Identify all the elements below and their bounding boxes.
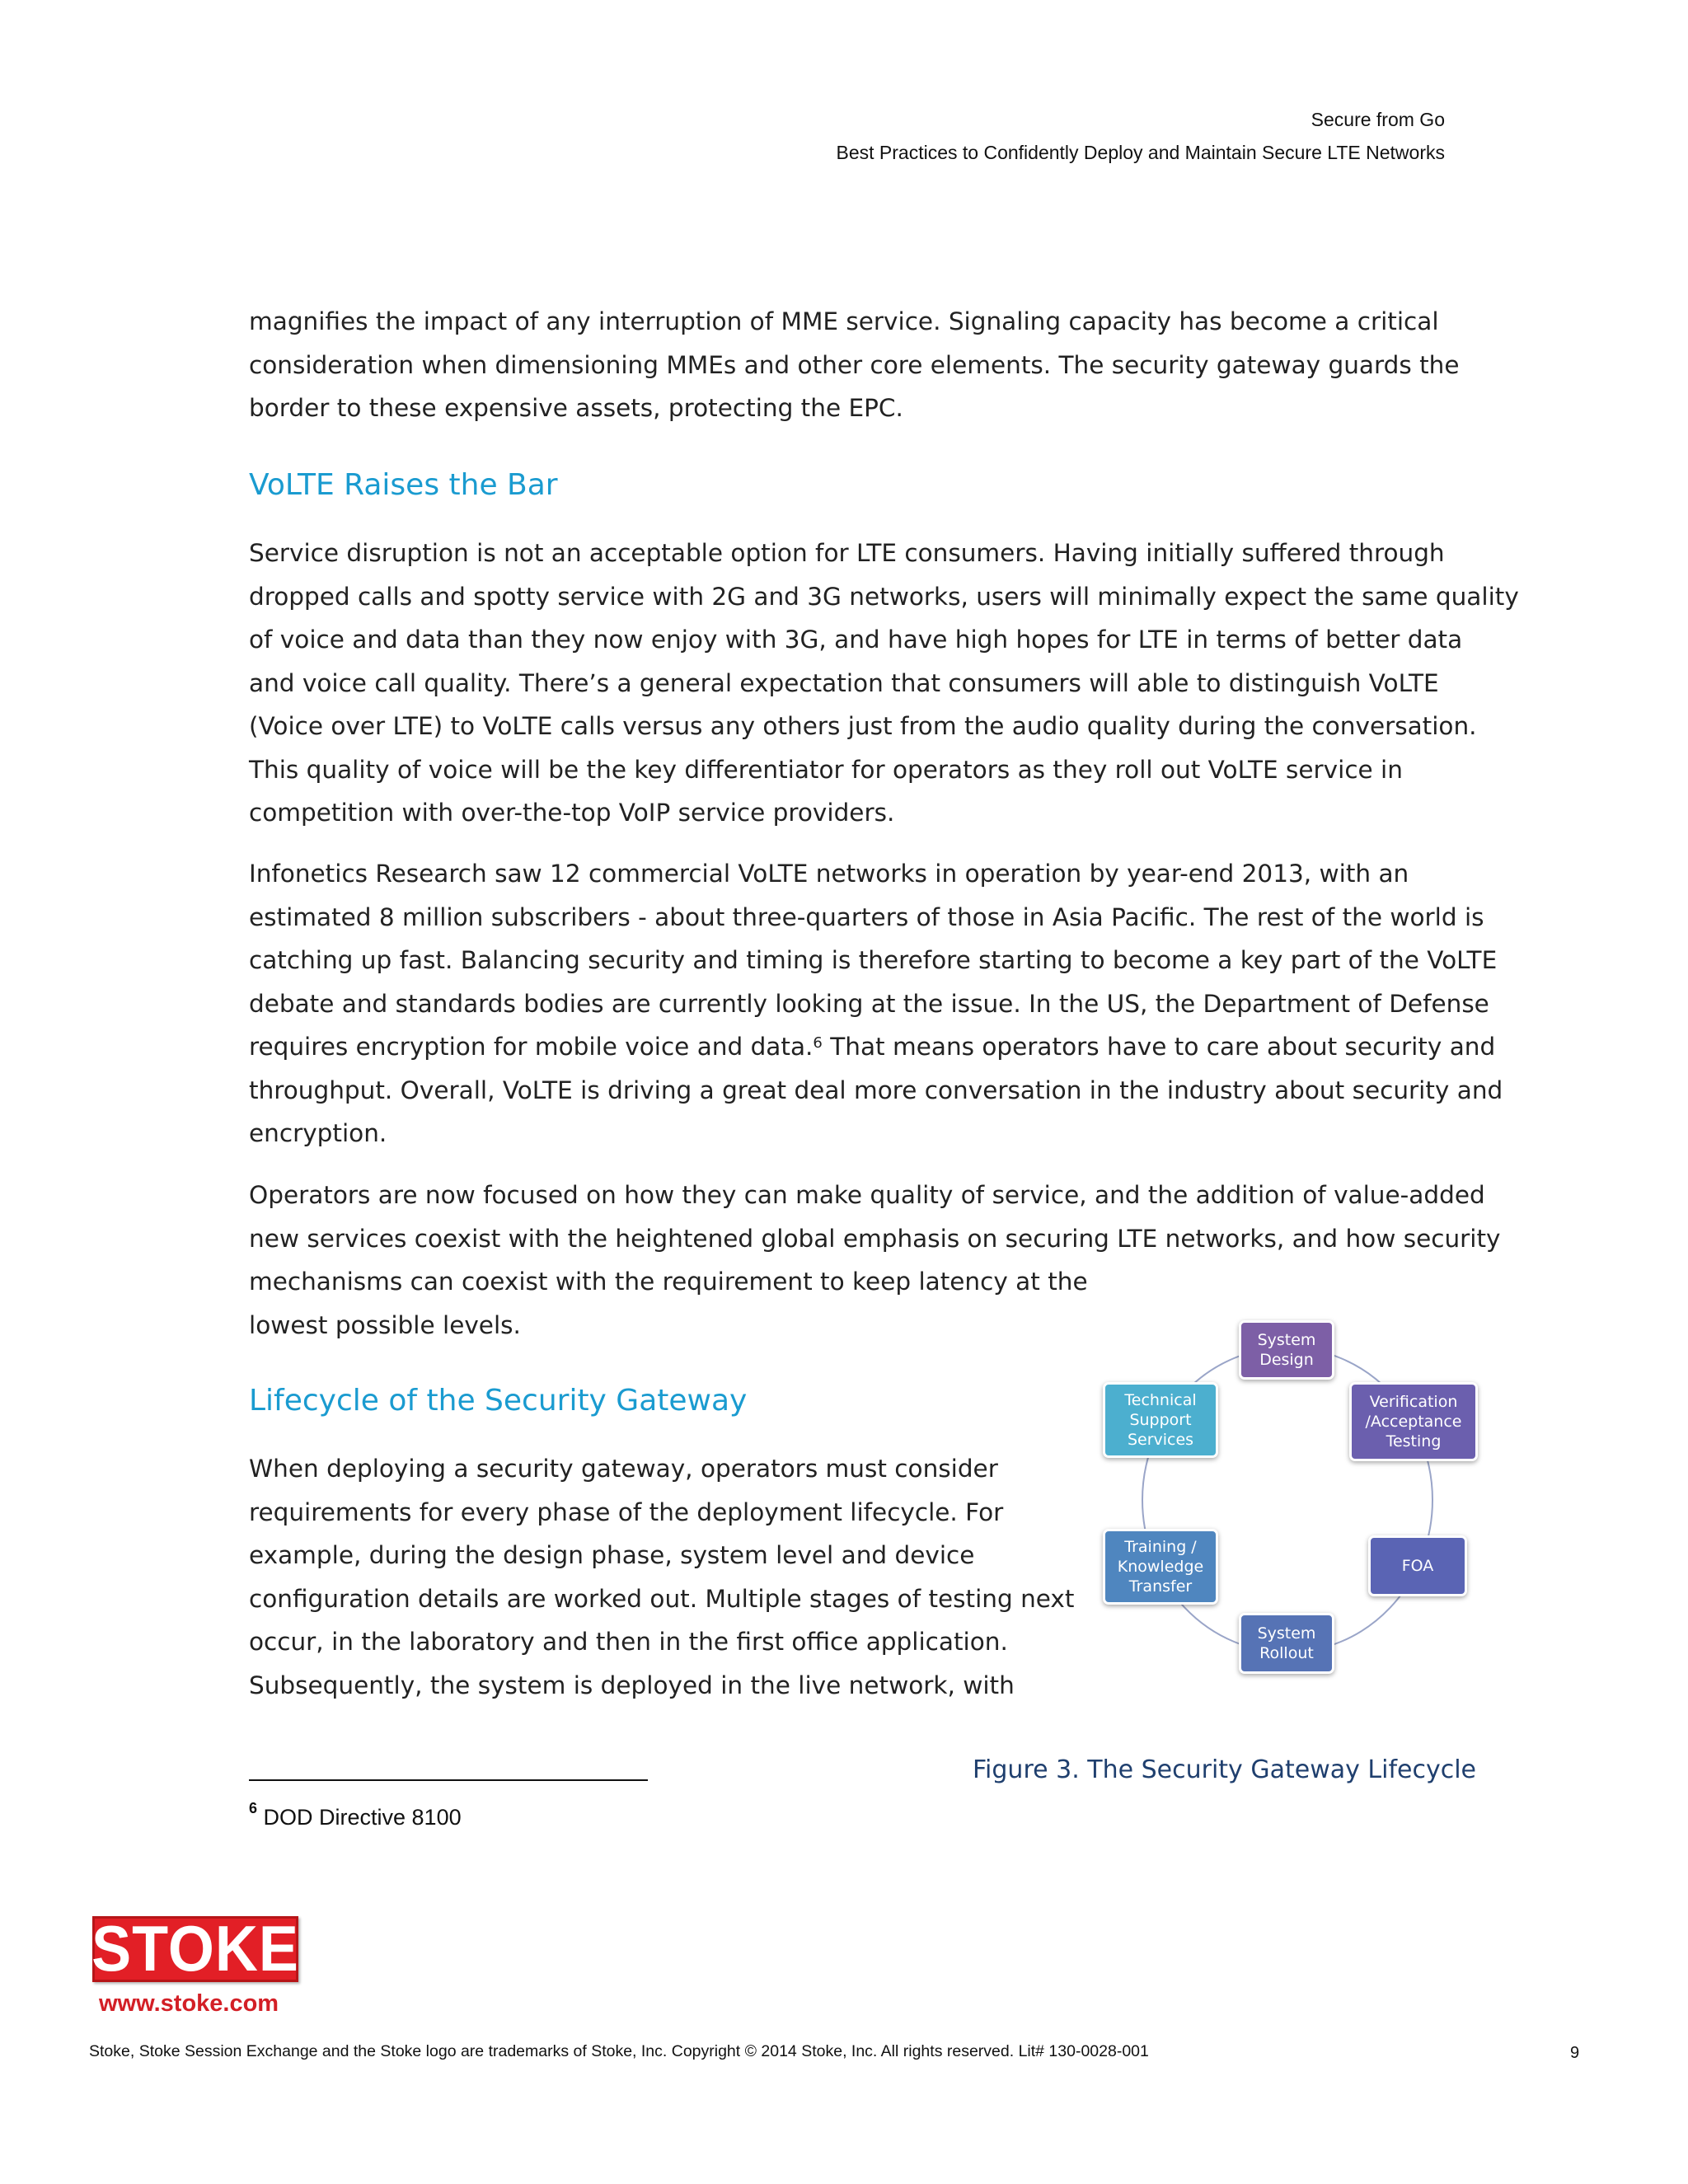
node-label-line: FOA — [1401, 1557, 1434, 1575]
text-line: example, during the design phase, system level and device — [249, 1541, 975, 1569]
paragraph-mme-impact — [249, 300, 1460, 430]
text-line: Subsequently, the system is deployed in the live network, with — [249, 1671, 1015, 1699]
text-line: lowest possible levels. — [249, 1310, 521, 1339]
text-line: catching up fast. Balancing security and timing is therefore starting to become a key part of the VoLTE — [249, 946, 1498, 974]
text-line: When deploying a security gateway, operators must consider — [249, 1455, 998, 1483]
text-line: competition with over-the-top VoIP service providers. — [249, 799, 895, 827]
section-heading-lifecycle: Lifecycle of the Security Gateway — [249, 1384, 748, 1418]
text-span: requires encryption for mobile voice and data. — [249, 1033, 814, 1061]
text-line: border to these expensive assets, protecting the EPC. — [249, 394, 903, 422]
stoke-logo — [91, 1913, 299, 1985]
node-label-line: System — [1257, 1624, 1316, 1643]
node-label-line: Knowledge — [1117, 1558, 1204, 1576]
node-technical-support-services — [1103, 1382, 1218, 1458]
page-number: 9 — [1570, 2044, 1580, 2062]
node-system-design — [1239, 1320, 1334, 1380]
text-line: Infonetics Research saw 12 commercial VoLTE networks in operation by year-end 2013, with an — [249, 860, 1409, 888]
node-label-line: Services — [1127, 1431, 1194, 1449]
text-line: magnifies the impact of any interruption of MME service. Signaling capacity has become a critical — [249, 307, 1439, 335]
text-line: estimated 8 million subscribers - about three-quarters of those in Asia Pacific. The rest of the world is — [249, 902, 1484, 931]
section-heading-volte: VoLTE Raises the Bar — [249, 468, 558, 502]
node-verification-testing — [1349, 1382, 1478, 1461]
text-line: and voice call quality. There’s a general expectation that consumers will able to distinguish VoLTE — [249, 668, 1439, 697]
footnote-reference[interactable]: 6 — [813, 1034, 823, 1052]
node-label-line: Design — [1259, 1351, 1314, 1369]
footnote-marker: 6 — [249, 1800, 258, 1816]
paragraph-service-disruption — [249, 532, 1519, 835]
logo-text: STOKE — [91, 1913, 299, 1985]
figure-caption: Figure 3. The Security Gateway Lifecycle — [972, 1755, 1476, 1784]
text-line: debate and standards bodies are currently looking at the issue. In the US, the Department of Defense — [249, 989, 1489, 1018]
node-system-rollout — [1239, 1613, 1334, 1674]
text-line: Operators are now focused on how they can make quality of service, and the addition of value-added — [249, 1181, 1485, 1209]
node-label-line: Technical — [1124, 1391, 1197, 1409]
node-label-line: Testing — [1386, 1432, 1442, 1451]
text-line: requirements for every phase of the deployment lifecycle. For — [249, 1497, 1004, 1526]
footnote-separator — [249, 1779, 648, 1781]
text-line: mechanisms can coexist with the requirement to keep latency at the — [249, 1268, 1088, 1296]
lifecycle-diagram — [1088, 1310, 1484, 1690]
text-line: (Voice over LTE) to VoLTE calls versus any others just from the audio quality during the conversation. — [249, 712, 1477, 740]
footnote — [249, 1800, 462, 1830]
node-label-line: Rollout — [1259, 1644, 1314, 1662]
text-line: This quality of voice will be the key differentiator for operators as they roll out VoLTE service in — [249, 755, 1403, 784]
text-line: Service disruption is not an acceptable option for LTE consumers. Having initially suffered through — [249, 539, 1445, 567]
text-line: throughput. Overall, VoLTE is driving a great deal more conversation in the industry about security and — [249, 1076, 1503, 1104]
node-label-line: /Acceptance — [1365, 1413, 1462, 1431]
website-link[interactable]: www.stoke.com — [99, 1990, 279, 2017]
running-header-title: Secure from Go — [1311, 109, 1445, 130]
running-header-subtitle: Best Practices to Confidently Deploy and Maintain Secure LTE Networks — [836, 142, 1445, 163]
legal-notice: Stoke, Stoke Session Exchange and the Stoke logo are trademarks of Stoke, Inc. Copyright © 2014 Stoke, Inc. All rights reserved. Lit# 130-0028-001 — [89, 2042, 1149, 2060]
text-line: configuration details are worked out. Multiple stages of testing next — [249, 1584, 1075, 1613]
footnote-text: DOD Directive 8100 — [257, 1805, 462, 1830]
text-line: dropped calls and spotty service with 2G and 3G networks, users will minimally expect the same quality — [249, 582, 1519, 611]
text-line: new services coexist with the heightened global emphasis on securing LTE networks, and how security — [249, 1224, 1501, 1253]
node-training-knowledge-transfer — [1103, 1529, 1218, 1605]
paragraph-infonetics — [249, 852, 1503, 1155]
text-line: consideration when dimensioning MMEs and other core elements. The security gateway guards the — [249, 350, 1460, 379]
text-line: occur, in the laboratory and then in the first office application. — [249, 1628, 1008, 1656]
text-line: encryption. — [249, 1119, 387, 1147]
text-line: of voice and data than they now enjoy with 3G, and have high hopes for LTE in terms of better data — [249, 626, 1463, 654]
node-label-line: Transfer — [1128, 1577, 1193, 1596]
text-span: That means operators have to care about security and — [822, 1033, 1496, 1061]
node-label-line: Support — [1129, 1411, 1192, 1429]
paragraph-deploying-gateway — [249, 1447, 1074, 1707]
text-line-with-footnote — [249, 1025, 1503, 1069]
node-label-line: System — [1257, 1331, 1316, 1349]
node-label-line: Verification — [1369, 1393, 1458, 1411]
node-label-line: Training / — [1124, 1538, 1197, 1556]
node-foa — [1368, 1535, 1467, 1596]
